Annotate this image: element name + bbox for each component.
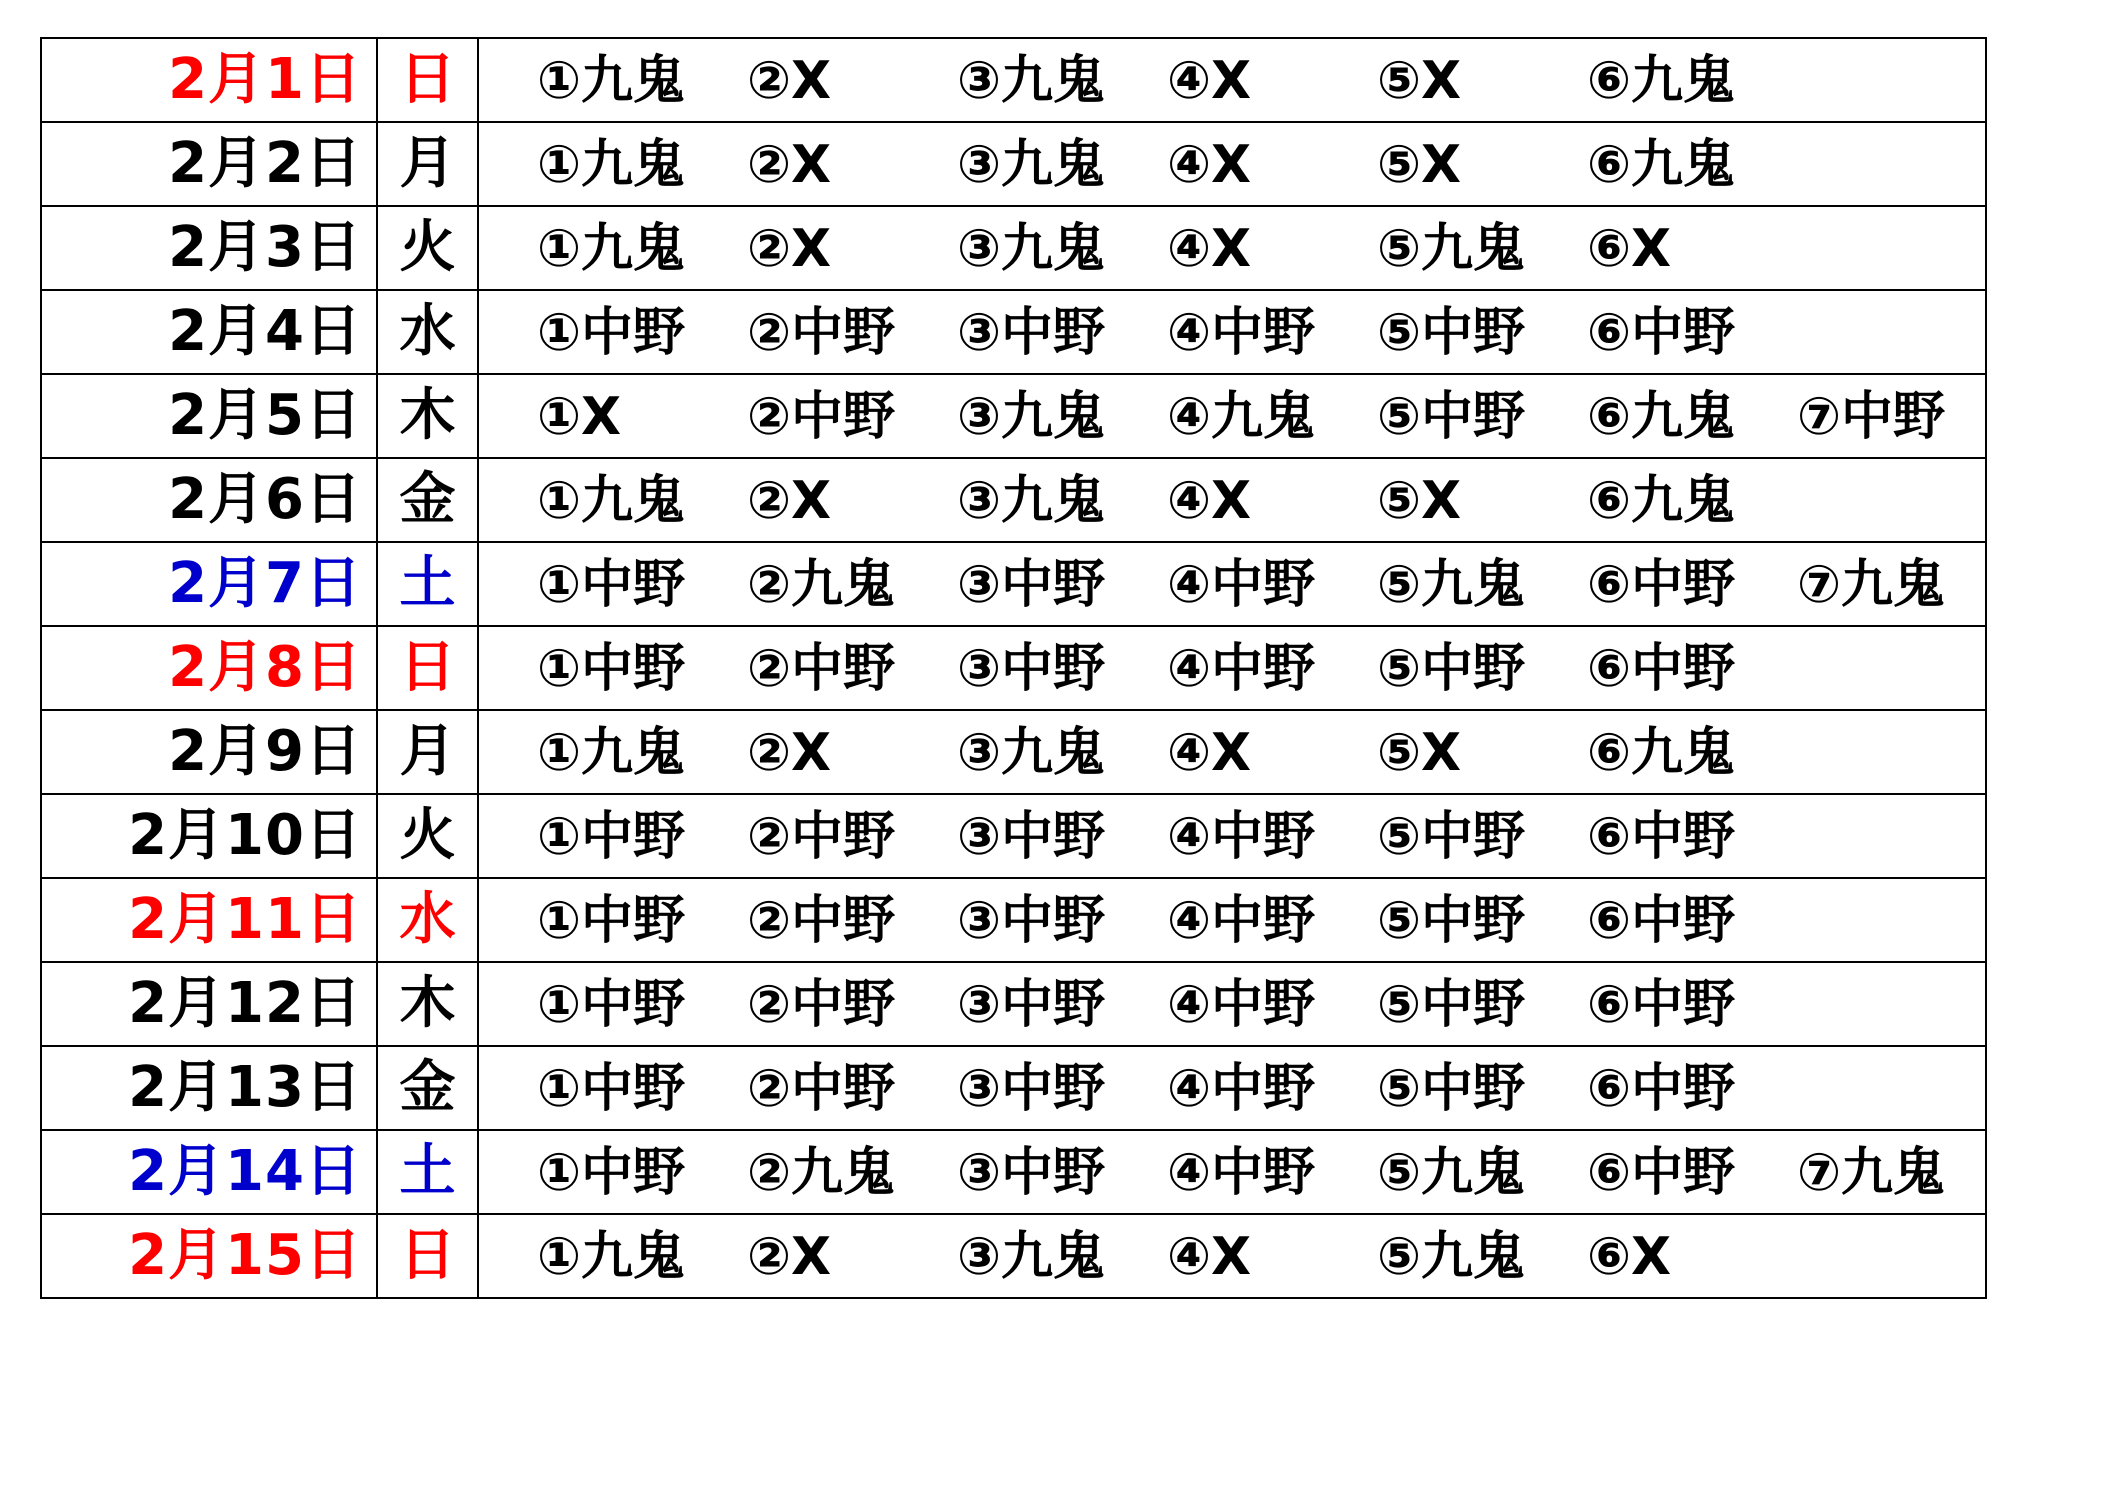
weekday-cell: 土 xyxy=(377,542,478,626)
slot-item: ①中野 xyxy=(537,891,686,951)
table-row xyxy=(41,374,1986,458)
slot-item: ⑥九鬼 xyxy=(1587,387,1736,447)
slot-item: ②X xyxy=(747,471,832,531)
slots-cell xyxy=(478,374,1986,458)
slot-item: ③九鬼 xyxy=(957,219,1106,279)
slot-item: ④中野 xyxy=(1167,303,1316,363)
weekday-cell: 土 xyxy=(377,1130,478,1214)
weekday-cell: 火 xyxy=(377,206,478,290)
date-cell: 2月14日 xyxy=(41,1130,377,1214)
slot-item: ①X xyxy=(537,387,622,447)
slot-item: ⑦中野 xyxy=(1797,387,1946,447)
slot-item: ①九鬼 xyxy=(537,471,686,531)
weekday-cell: 月 xyxy=(377,710,478,794)
slot-item: ②X xyxy=(747,135,832,195)
date-cell: 2月5日 xyxy=(41,374,377,458)
slot-item: ①九鬼 xyxy=(537,219,686,279)
slot-item: ①九鬼 xyxy=(537,51,686,111)
slot-item: ②中野 xyxy=(747,639,896,699)
table-row xyxy=(41,626,1986,710)
slot-item: ①中野 xyxy=(537,1143,686,1203)
slot-item: ④中野 xyxy=(1167,639,1316,699)
weekday-cell: 月 xyxy=(377,122,478,206)
weekday-cell: 日 xyxy=(377,1214,478,1298)
table-row xyxy=(41,710,1986,794)
table-row xyxy=(41,1046,1986,1130)
slot-item: ③中野 xyxy=(957,891,1106,951)
slot-item: ②九鬼 xyxy=(747,1143,896,1203)
slot-item: ④X xyxy=(1167,723,1252,783)
slot-item: ③中野 xyxy=(957,1059,1106,1119)
slot-item: ①中野 xyxy=(537,975,686,1035)
slot-item: ②中野 xyxy=(747,807,896,867)
slot-item: ③中野 xyxy=(957,807,1106,867)
slot-item: ⑥九鬼 xyxy=(1587,723,1736,783)
slot-item: ⑤X xyxy=(1377,723,1462,783)
weekday-cell: 火 xyxy=(377,794,478,878)
slot-item: ①中野 xyxy=(537,1059,686,1119)
slot-item: ③九鬼 xyxy=(957,471,1106,531)
slot-item: ③中野 xyxy=(957,975,1106,1035)
date-cell: 2月11日 xyxy=(41,878,377,962)
slot-item: ⑥中野 xyxy=(1587,807,1736,867)
table-row xyxy=(41,1130,1986,1214)
slot-item: ①九鬼 xyxy=(537,1227,686,1287)
date-cell: 2月6日 xyxy=(41,458,377,542)
slot-item: ④中野 xyxy=(1167,1143,1316,1203)
table-row xyxy=(41,794,1986,878)
slots-cell xyxy=(478,962,1986,1046)
slot-item: ②X xyxy=(747,219,832,279)
slot-item: ④中野 xyxy=(1167,555,1316,615)
date-cell: 2月15日 xyxy=(41,1214,377,1298)
slot-item: ⑦九鬼 xyxy=(1797,1143,1946,1203)
slots-cell xyxy=(478,122,1986,206)
slot-item: ③中野 xyxy=(957,555,1106,615)
date-cell: 2月1日 xyxy=(41,38,377,122)
slot-item: ④中野 xyxy=(1167,807,1316,867)
slot-item: ④X xyxy=(1167,471,1252,531)
date-cell: 2月4日 xyxy=(41,290,377,374)
weekday-cell: 日 xyxy=(377,626,478,710)
slot-item: ②九鬼 xyxy=(747,555,896,615)
slot-item: ③九鬼 xyxy=(957,723,1106,783)
slot-item: ①中野 xyxy=(537,807,686,867)
slot-item: ④中野 xyxy=(1167,975,1316,1035)
slot-item: ⑥中野 xyxy=(1587,639,1736,699)
date-cell: 2月7日 xyxy=(41,542,377,626)
slot-item: ①中野 xyxy=(537,303,686,363)
table-row xyxy=(41,1214,1986,1298)
date-cell: 2月2日 xyxy=(41,122,377,206)
slot-item: ④九鬼 xyxy=(1167,387,1316,447)
slot-item: ④X xyxy=(1167,135,1252,195)
slot-item: ⑤中野 xyxy=(1377,891,1526,951)
slots-cell xyxy=(478,1214,1986,1298)
slot-item: ⑤X xyxy=(1377,135,1462,195)
slot-item: ②X xyxy=(747,51,832,111)
weekday-cell: 水 xyxy=(377,290,478,374)
date-cell: 2月9日 xyxy=(41,710,377,794)
table-row xyxy=(41,878,1986,962)
table-row xyxy=(41,542,1986,626)
slots-cell xyxy=(478,794,1986,878)
date-cell: 2月3日 xyxy=(41,206,377,290)
slot-item: ⑥中野 xyxy=(1587,975,1736,1035)
schedule-table xyxy=(40,37,1987,1299)
slot-item: ②中野 xyxy=(747,891,896,951)
slot-item: ⑦九鬼 xyxy=(1797,555,1946,615)
slot-item: ⑤中野 xyxy=(1377,639,1526,699)
slot-item: ①九鬼 xyxy=(537,135,686,195)
slot-item: ⑥X xyxy=(1587,219,1672,279)
slots-cell xyxy=(478,542,1986,626)
slot-item: ④X xyxy=(1167,219,1252,279)
slot-item: ⑥中野 xyxy=(1587,303,1736,363)
slots-cell xyxy=(478,710,1986,794)
slot-item: ⑤X xyxy=(1377,51,1462,111)
slot-item: ①九鬼 xyxy=(537,723,686,783)
weekday-cell: 木 xyxy=(377,962,478,1046)
slots-cell xyxy=(478,206,1986,290)
table-row xyxy=(41,38,1986,122)
slot-item: ⑤九鬼 xyxy=(1377,1227,1526,1287)
slot-item: ⑥中野 xyxy=(1587,555,1736,615)
slot-item: ⑥中野 xyxy=(1587,891,1736,951)
date-cell: 2月13日 xyxy=(41,1046,377,1130)
slot-item: ②中野 xyxy=(747,975,896,1035)
table-row xyxy=(41,458,1986,542)
slot-item: ⑤中野 xyxy=(1377,1059,1526,1119)
slot-item: ⑤中野 xyxy=(1377,975,1526,1035)
slot-item: ⑥九鬼 xyxy=(1587,51,1736,111)
weekday-cell: 金 xyxy=(377,458,478,542)
slot-item: ⑥中野 xyxy=(1587,1143,1736,1203)
slot-item: ⑥九鬼 xyxy=(1587,135,1736,195)
slot-item: ②X xyxy=(747,1227,832,1287)
slot-item: ②中野 xyxy=(747,303,896,363)
slot-item: ⑤X xyxy=(1377,471,1462,531)
slot-item: ⑤九鬼 xyxy=(1377,555,1526,615)
slots-cell xyxy=(478,290,1986,374)
weekday-cell: 日 xyxy=(377,38,478,122)
slot-item: ①中野 xyxy=(537,555,686,615)
slots-cell xyxy=(478,1046,1986,1130)
slot-item: ④X xyxy=(1167,51,1252,111)
slot-item: ②中野 xyxy=(747,387,896,447)
slot-item: ④中野 xyxy=(1167,1059,1316,1119)
slot-item: ②X xyxy=(747,723,832,783)
schedule-body xyxy=(41,38,1986,1298)
slot-item: ③九鬼 xyxy=(957,1227,1106,1287)
slots-cell xyxy=(478,1130,1986,1214)
slots-cell xyxy=(478,458,1986,542)
slot-item: ⑥X xyxy=(1587,1227,1672,1287)
slot-item: ③中野 xyxy=(957,303,1106,363)
slots-cell xyxy=(478,626,1986,710)
slot-item: ⑥九鬼 xyxy=(1587,471,1736,531)
slot-item: ③中野 xyxy=(957,1143,1106,1203)
slot-item: ①中野 xyxy=(537,639,686,699)
slots-cell xyxy=(478,38,1986,122)
table-row xyxy=(41,122,1986,206)
slots-cell xyxy=(478,878,1986,962)
date-cell: 2月12日 xyxy=(41,962,377,1046)
slot-item: ⑥中野 xyxy=(1587,1059,1736,1119)
weekday-cell: 水 xyxy=(377,878,478,962)
slot-item: ③九鬼 xyxy=(957,387,1106,447)
weekday-cell: 金 xyxy=(377,1046,478,1130)
slot-item: ③中野 xyxy=(957,639,1106,699)
slot-item: ③九鬼 xyxy=(957,135,1106,195)
slot-item: ⑤中野 xyxy=(1377,303,1526,363)
slot-item: ⑤九鬼 xyxy=(1377,219,1526,279)
slot-item: ④中野 xyxy=(1167,891,1316,951)
slot-item: ③九鬼 xyxy=(957,51,1106,111)
date-cell: 2月10日 xyxy=(41,794,377,878)
table-row xyxy=(41,962,1986,1046)
slot-item: ⑤九鬼 xyxy=(1377,1143,1526,1203)
slot-item: ⑤中野 xyxy=(1377,807,1526,867)
date-cell: 2月8日 xyxy=(41,626,377,710)
slot-item: ⑤中野 xyxy=(1377,387,1526,447)
slot-item: ④X xyxy=(1167,1227,1252,1287)
weekday-cell: 木 xyxy=(377,374,478,458)
table-row xyxy=(41,206,1986,290)
table-row xyxy=(41,290,1986,374)
slot-item: ②中野 xyxy=(747,1059,896,1119)
